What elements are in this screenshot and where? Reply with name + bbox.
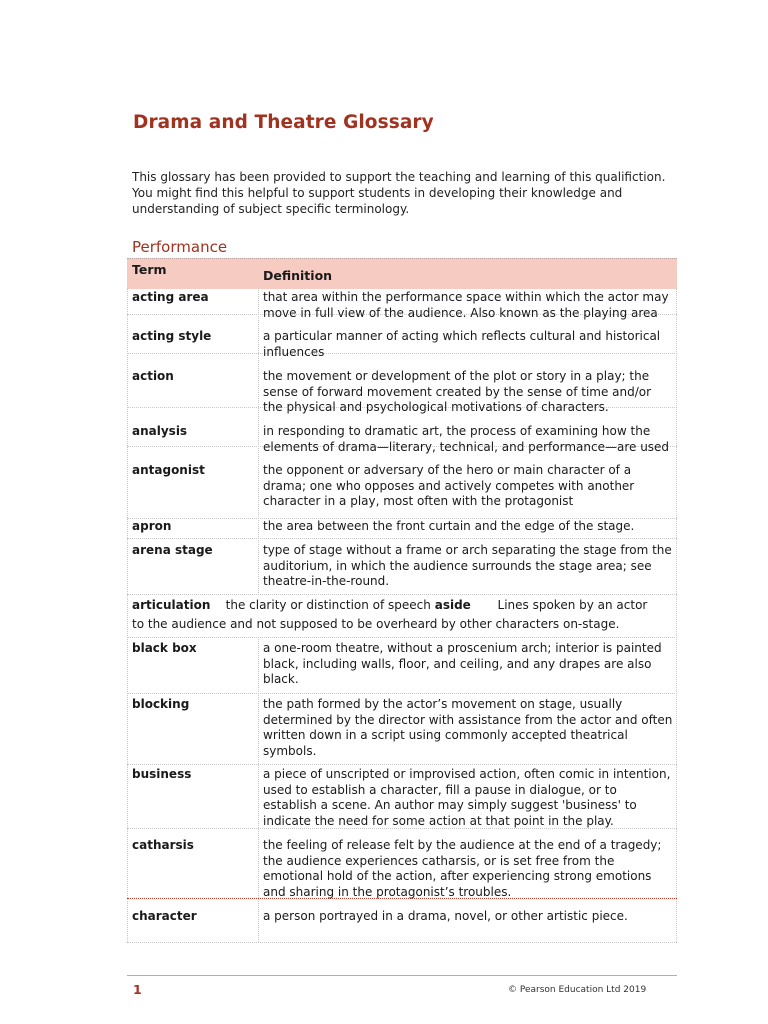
definition: the path formed by the actor’s movement on stage, usually determined by the director with assistance from the actor and often written down in a script using commonly accepted theatrical symbols. bbox=[263, 697, 673, 758]
row-divider bbox=[127, 538, 677, 539]
header-term: Term bbox=[132, 262, 167, 277]
term: blocking bbox=[132, 697, 190, 711]
definition: the feeling of release felt by the audience at the end of a tragedy; the audience experiences catharsis, or is set free from the emotional hold of the action, after experiencing strong emotions and sharing in the protagonist’s troubles. bbox=[263, 838, 662, 899]
term: black box bbox=[132, 641, 197, 655]
page-number: 1 bbox=[133, 982, 142, 997]
term: antagonist bbox=[132, 463, 205, 477]
row-divider bbox=[127, 764, 677, 765]
term: articulation bbox=[132, 598, 211, 612]
definition: the movement or development of the plot or story in a play; the sense of forward movement created by the sense of time and/or the physical and psychological motivations of characters. bbox=[263, 369, 652, 415]
definition: that area within the performance space within which the actor may move in full view of the audience. Also known as the playing area bbox=[263, 290, 669, 320]
footer-divider bbox=[127, 975, 677, 976]
definition: in responding to dramatic art, the process of examining how the elements of drama—literary, technical, and performance—are used bbox=[263, 424, 670, 454]
term: catharsis bbox=[132, 838, 194, 852]
term: apron bbox=[132, 519, 172, 533]
table-border-left bbox=[127, 288, 128, 942]
row-divider bbox=[127, 637, 677, 638]
definition: type of stage without a frame or arch separating the stage from the auditorium, in which the audience surrounds the stage area; see theatre-in-the-round. bbox=[263, 543, 672, 589]
term: analysis bbox=[132, 424, 188, 438]
column-divider bbox=[258, 637, 259, 942]
definition: Lines spoken by an actor bbox=[497, 598, 648, 612]
term: character bbox=[132, 909, 197, 923]
definition: the opponent or adversary of the hero or main character of a drama; one who opposes and actively competes with another character in a play, most often with the protagonist bbox=[263, 463, 635, 509]
row-divider bbox=[127, 693, 677, 694]
definition: the area between the front curtain and the edge of the stage. bbox=[263, 519, 635, 533]
intro-line: This glossary has been provided to support the teaching and learning of this qualifiction. bbox=[132, 170, 666, 184]
term: acting area bbox=[132, 290, 209, 304]
term: aside bbox=[434, 598, 471, 612]
merged-row bbox=[132, 598, 677, 614]
section-heading: Performance bbox=[132, 238, 228, 256]
column-divider bbox=[258, 288, 259, 595]
definition: the clarity or distinction of speech bbox=[225, 598, 431, 612]
table-border-bottom bbox=[127, 942, 677, 943]
intro-line: You might find this helpful to support students in developing their knowledge and bbox=[132, 186, 623, 200]
row-divider bbox=[127, 594, 677, 595]
definition: a piece of unscripted or improvised action, often comic in intention, used to establish a character, fill a pause in dialogue, or to establish a scene. An author may simply suggest 'business' to indicate the need for some action at that point in the play. bbox=[263, 767, 671, 828]
definition: a particular manner of acting which reflects cultural and historical influences bbox=[263, 329, 661, 359]
table-border-right bbox=[676, 288, 677, 942]
merged-row-continuation bbox=[132, 617, 677, 633]
term: arena stage bbox=[132, 543, 213, 557]
definition: a person portrayed in a drama, novel, or other artistic piece. bbox=[263, 909, 628, 923]
header-definition: Definition bbox=[263, 268, 333, 283]
term: acting style bbox=[132, 329, 212, 343]
intro-paragraph bbox=[132, 169, 692, 217]
definition: to the audience and not supposed to be overheard by other characters on-stage. bbox=[132, 617, 620, 631]
term: business bbox=[132, 767, 192, 781]
copyright: © Pearson Education Ltd 2019 bbox=[508, 985, 647, 995]
definition: a one-room theatre, without a proscenium arch; interior is painted black, including walls, floor, and ceiling, and any drapes are also black. bbox=[263, 641, 662, 687]
term: action bbox=[132, 369, 174, 383]
page-title: Drama and Theatre Glossary bbox=[133, 112, 434, 133]
table-header bbox=[127, 258, 677, 289]
intro-line: understanding of subject specific terminology. bbox=[132, 202, 410, 216]
